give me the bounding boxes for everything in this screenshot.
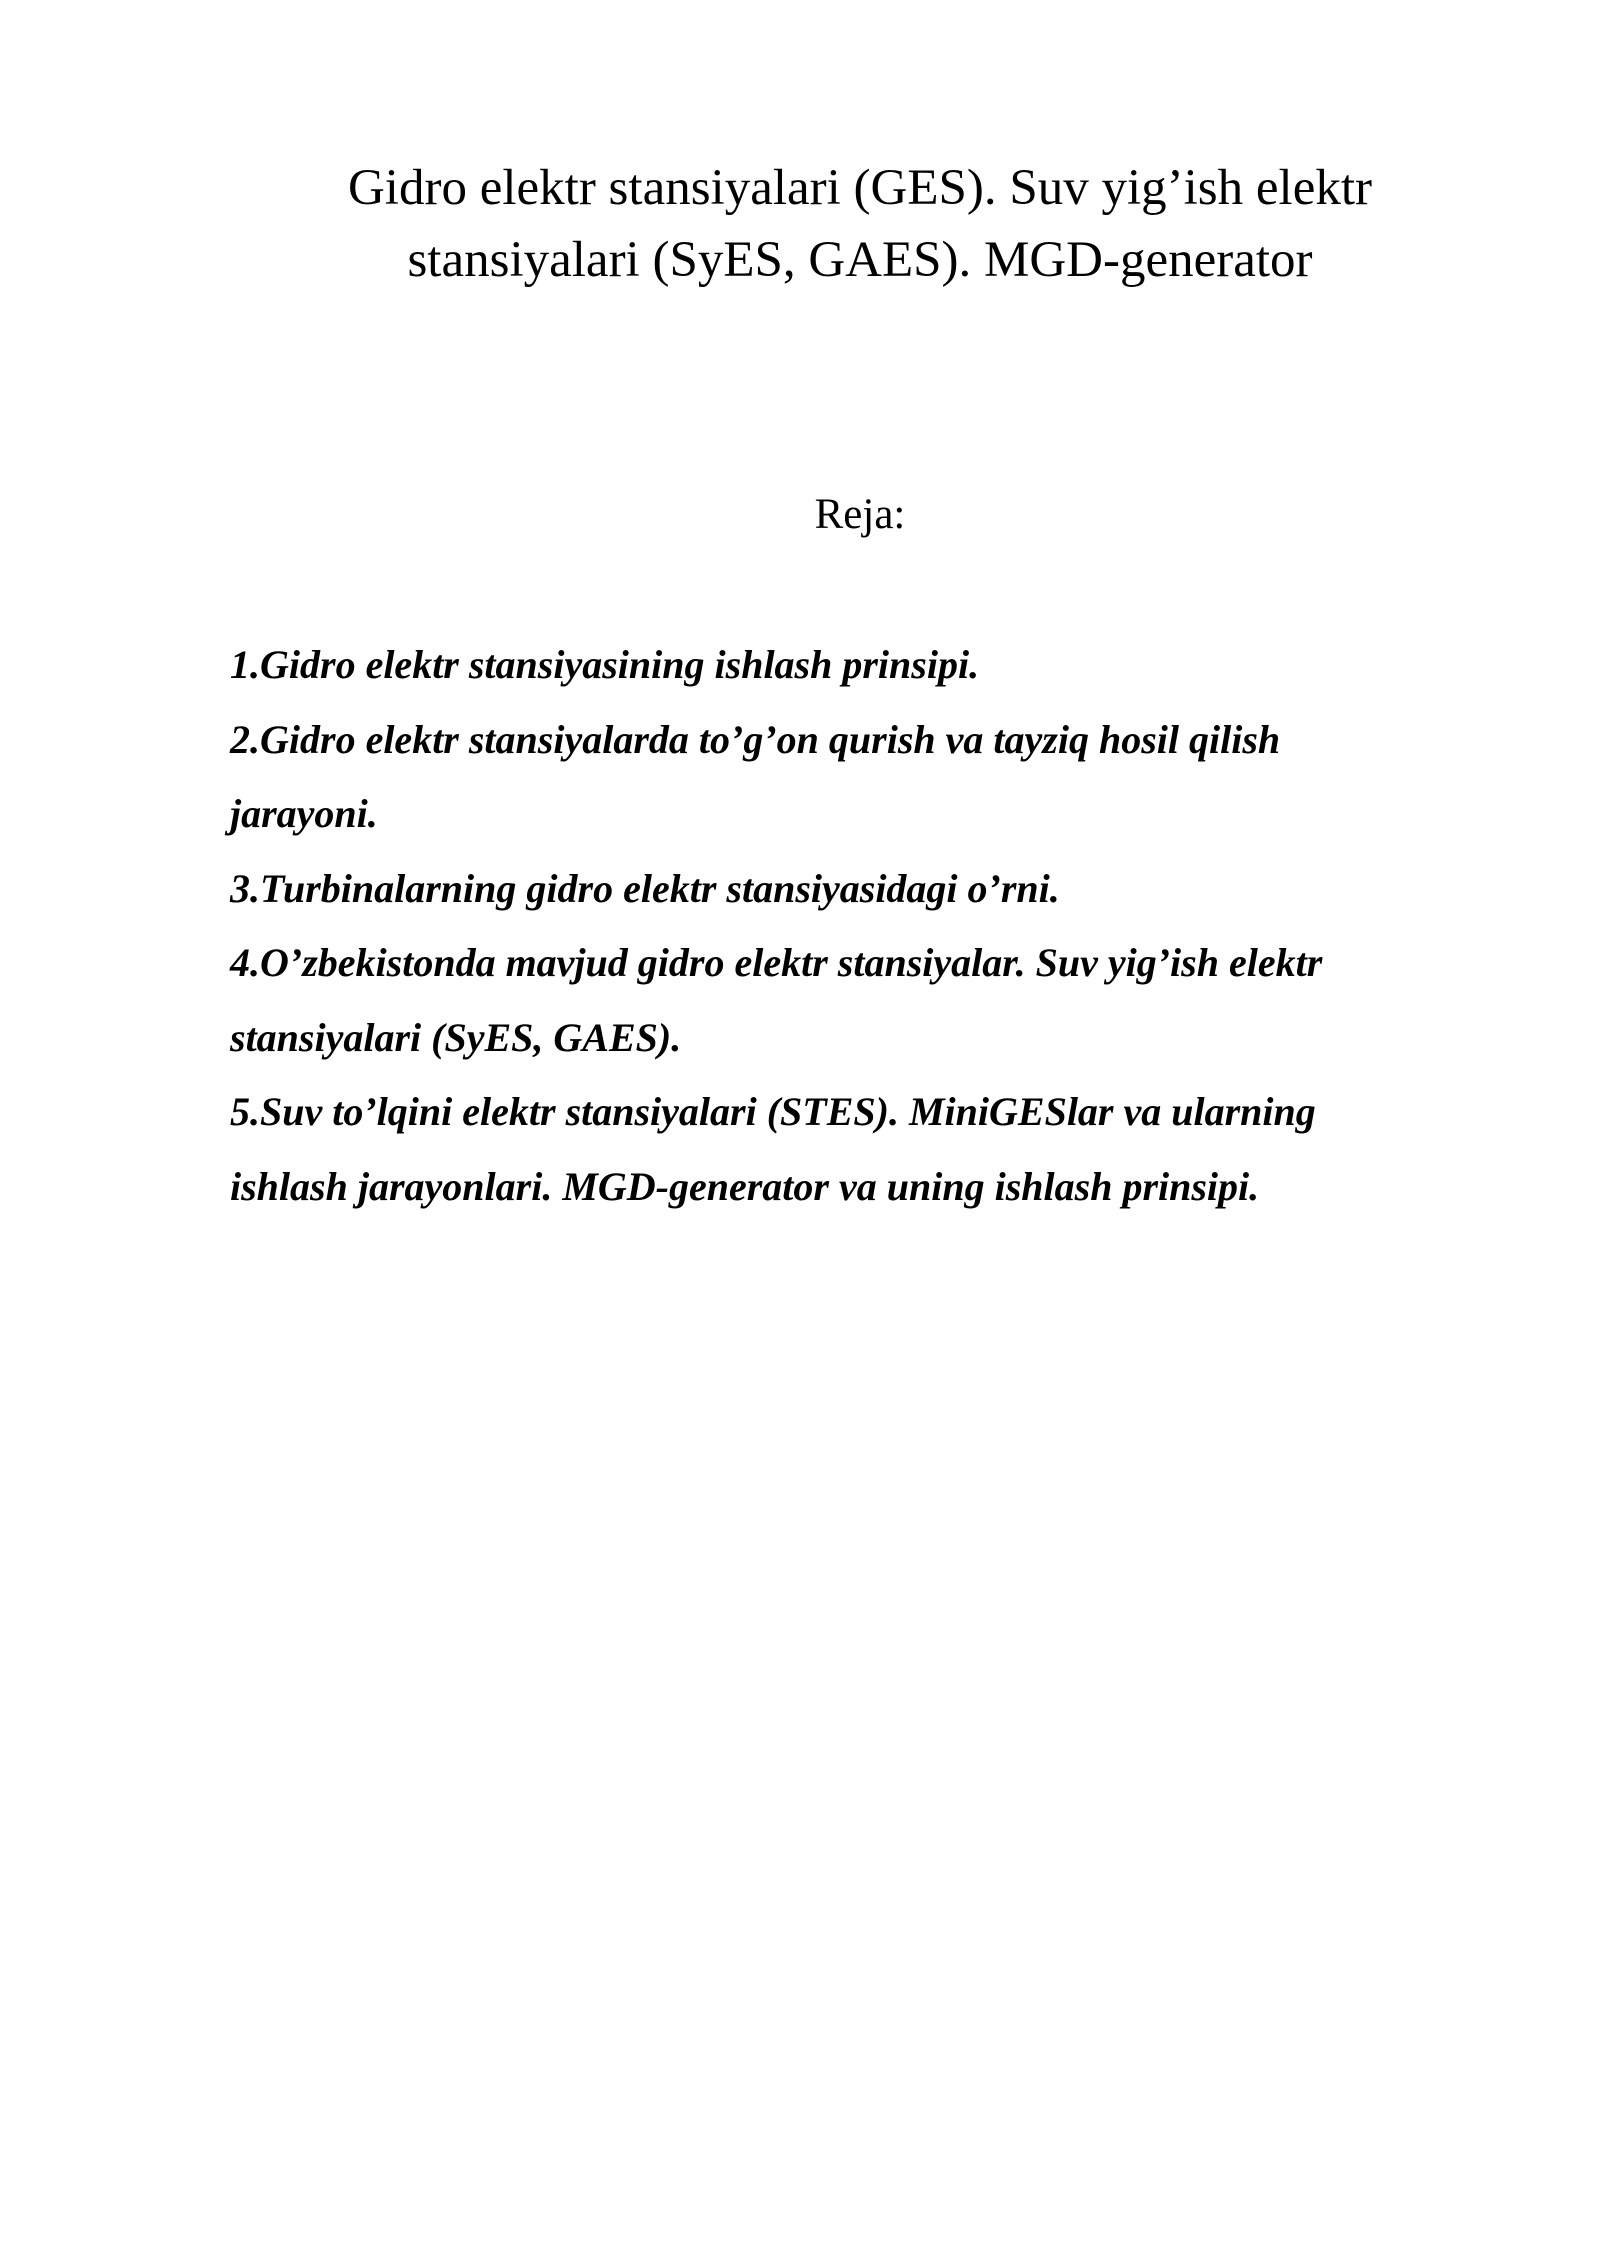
plan-item [230, 703, 1430, 852]
plan-heading: Reja: [814, 491, 906, 538]
plan-item [230, 926, 1430, 1075]
plan-item-line: jarayoni. [230, 791, 378, 836]
plan-item [230, 852, 1430, 927]
plan-item-line: 2.Gidro elektr stansiyalarda to’g’on qurish va tayziq hosil qilish [230, 716, 1281, 762]
plan-item-line: 4.O’zbekistonda mavjud gidro elektr stansiyalar. Suv yig’ish elektr [230, 940, 1323, 985]
document-title-line: Gidro elektr stansiyalari (GES). Suv yig’ish elektr [347, 160, 1373, 216]
document-title [230, 152, 1490, 296]
plan-item [230, 628, 1430, 703]
plan-item-line: ishlash jarayonlari. MGD-generator va uning ishlash prinsipi. [230, 1163, 1260, 1209]
plan-item-line: 3.Turbinalarning gidro elektr stansiyasidagi o’rni. [230, 865, 1060, 911]
document-title-line: stansiyalari (SyES, GAES). MGD-generator [407, 232, 1313, 288]
plan-item-line: 5.Suv to’lqini elektr stansiyalari (STES). MiniGESlar va ularning [230, 1089, 1316, 1134]
plan-item [230, 1075, 1430, 1224]
plan-item-line: 1.Gidro elektr stansiyasining ishlash prinsipi. [230, 642, 980, 687]
plan-item-line: stansiyalari (SyES, GAES). [230, 1014, 682, 1060]
plan-list [230, 628, 1430, 1224]
